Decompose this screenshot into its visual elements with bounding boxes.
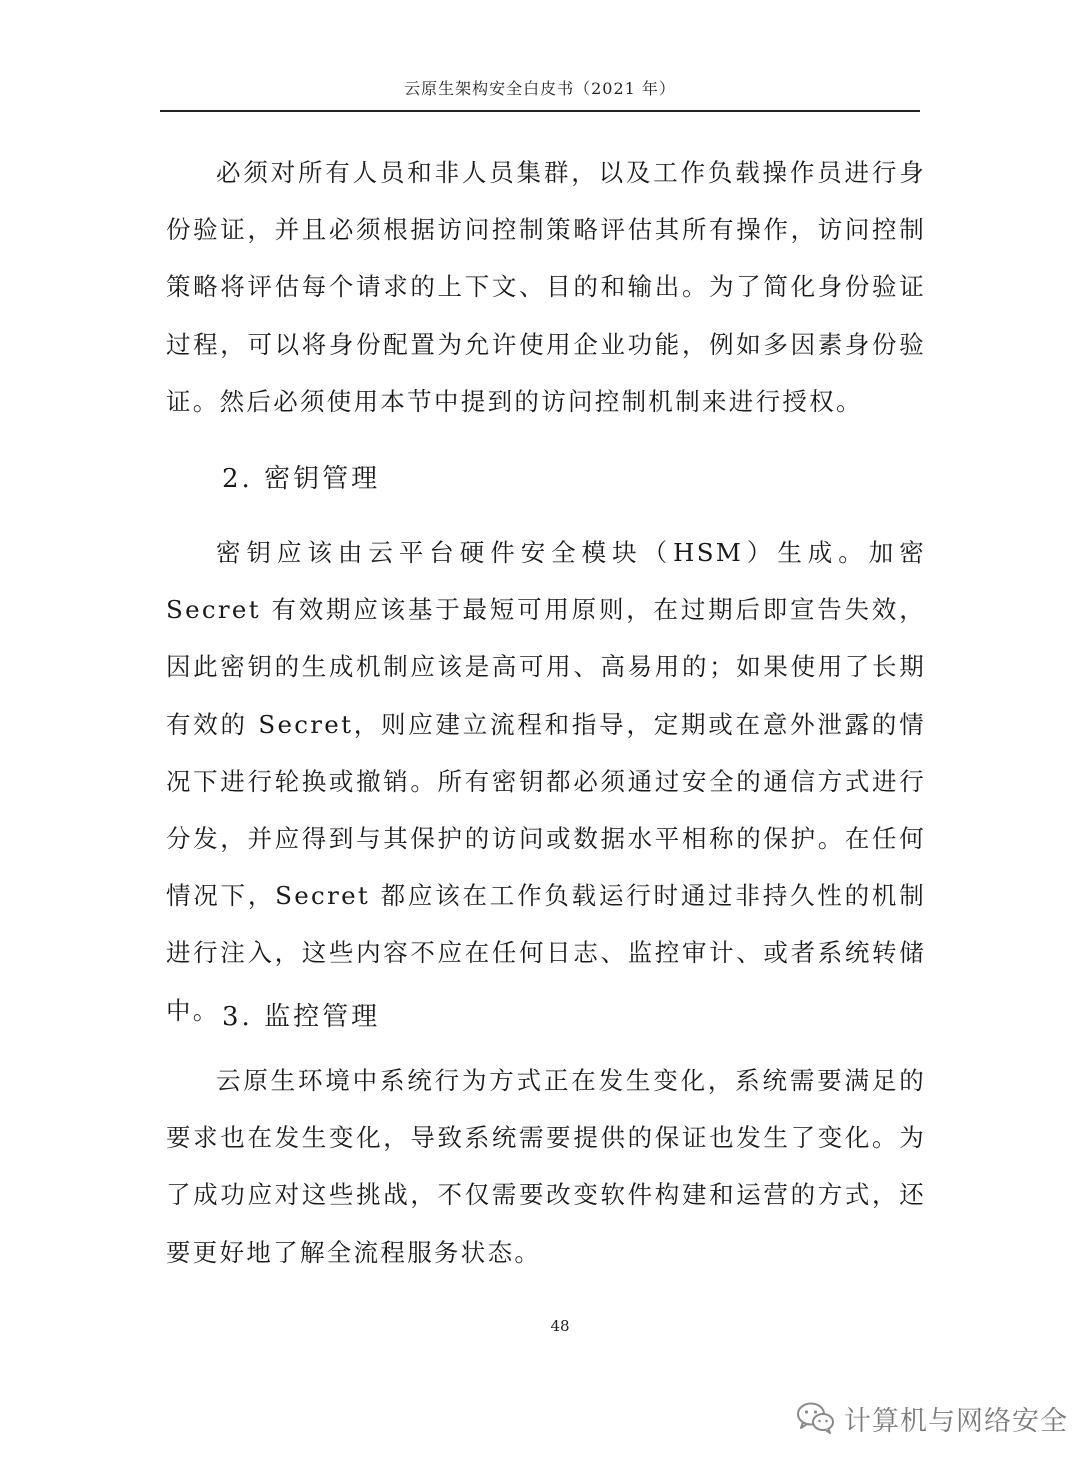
wechat-icon [796,1400,836,1436]
watermark-text: 计算机与网络安全 [844,1405,1068,1437]
page-number: 48 [550,1317,570,1335]
paragraph-authentication: 必须对所有人员和非人员集群，以及工作负载操作员进行身份验证，并且必须根据访问控制策略评估其所有操作，访问控制策略将评估每个请求的上下文、目的和输出。为了简化身份验证过程，可以将身份配置为允许使用企业功能，例如多因素身份验证。然后必须使用本节中提到的访问控制机制来进行授权。 [166,158,926,416]
watermark [796,1396,1068,1440]
paragraph-monitoring: 云原生环境中系统行为方式正在发生变化，系统需要满足的要求也在发生变化，导致系统需要提供的保证也发生了变化。为了成功应对这些挑战，不仅需要改变软件构建和运营的方式，还要更好地了解全流程服务状态。 [166,1066,926,1267]
header-divider [160,110,920,112]
section-heading-monitoring: 3. 监控管理 [222,1002,381,1032]
page-header-title: 云原生架构安全白皮书（2021 年） [404,79,676,98]
paragraph-key-management: 密钥应该由云平台硬件安全模块（HSM）生成。加密 Secret 有效期应该基于最短可用原则，在过期后即宣告失效，因此密钥的生成机制应该是高可用、高易用的；如果使用了长期有效的 Secret，则应建立流程和指导，定期或在意外泄露的情况下进行轮换或撤销。所有密钥都必须通过安全的通信方式进行分发，并应得到与其保护的访问或数据水平相称的保护。在任何情况下，Secret 都应该在工作负载运行时通过非持久性的机制进行注入，这些内容不应在任何日志、监控审计、或者系统转储中。 [166,538,926,1025]
section-heading-key-management: 2. 密钥管理 [222,464,381,494]
